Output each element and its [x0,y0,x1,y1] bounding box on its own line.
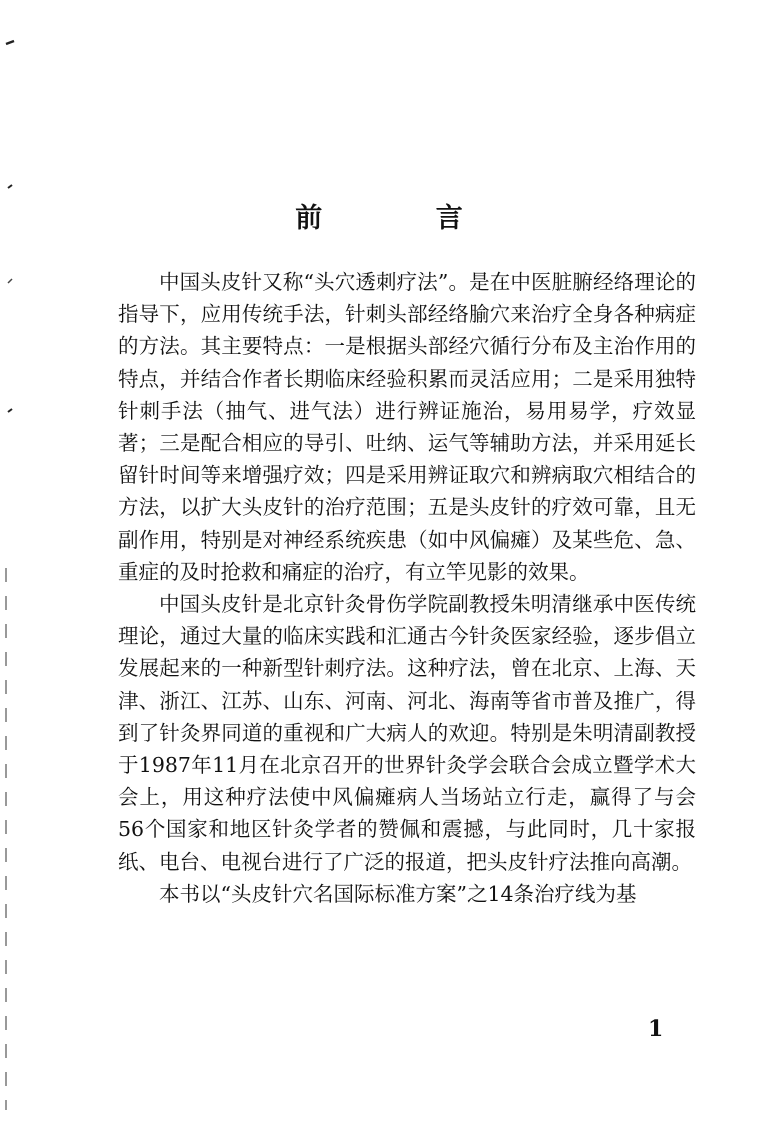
page-title: 前 言 [295,203,515,234]
paragraph-1: 中国头皮针又称“头穴透刺疗法”。是在中医脏腑经络理论的指导下，应用传统手法，针刺头部经络腧穴来治疗全身各种病症的方法。其主要特点：一是根据头部经穴循行分布及主治作用的特点，并结合作者长期临床经验积累而灵活应用；二是采用独特针刺手法（抽气、进气法）进行辨证施治，易用易学，疗效显著；三是配合相应的导引、吐纳、运气等辅助方法，并采用延长留针时间等来增强疗效；四是采用辨证取穴和辨病取穴相结合的方法，以扩大头皮针的治疗范围；五是头皮针的疗效可靠，且无副作用，特别是对神经系统疾患（如中风偏瘫）及某些危、急、重症的及时抢救和痛症的治疗，有立竿见影的效果。 [118,270,696,584]
page-number: 1 [648,1016,664,1042]
paragraph-2: 中国头皮针是北京针灸骨伤学院副教授朱明清继承中医传统理论，通过大量的临床实践和汇通古今针灸医家经验，逐步倡立发展起来的一种新型针刺疗法。这种疗法，曾在北京、上海、天津、浙江、江苏、山东、河南、河北、海南等省市普及推广，得到了针灸界同道的重视和广大病人的欢迎。特别是朱明清副教授于1987年11月在北京召开的世界针灸学会联合会成立暨学术大会上，用这种疗法使中风偏瘫病人当场站立行走，赢得了与会56个国家和地区针灸学者的赞佩和震撼，与此同时，几十家报纸、电台、电视台进行了广泛的报道，把头皮针疗法推向高潮。 [118,592,696,874]
scan-edge-marks [0,0,40,1122]
body-text [118,266,696,910]
paragraph-3: 本书以“头皮针穴名国际标准方案”之14条治疗线为基 [159,881,637,906]
